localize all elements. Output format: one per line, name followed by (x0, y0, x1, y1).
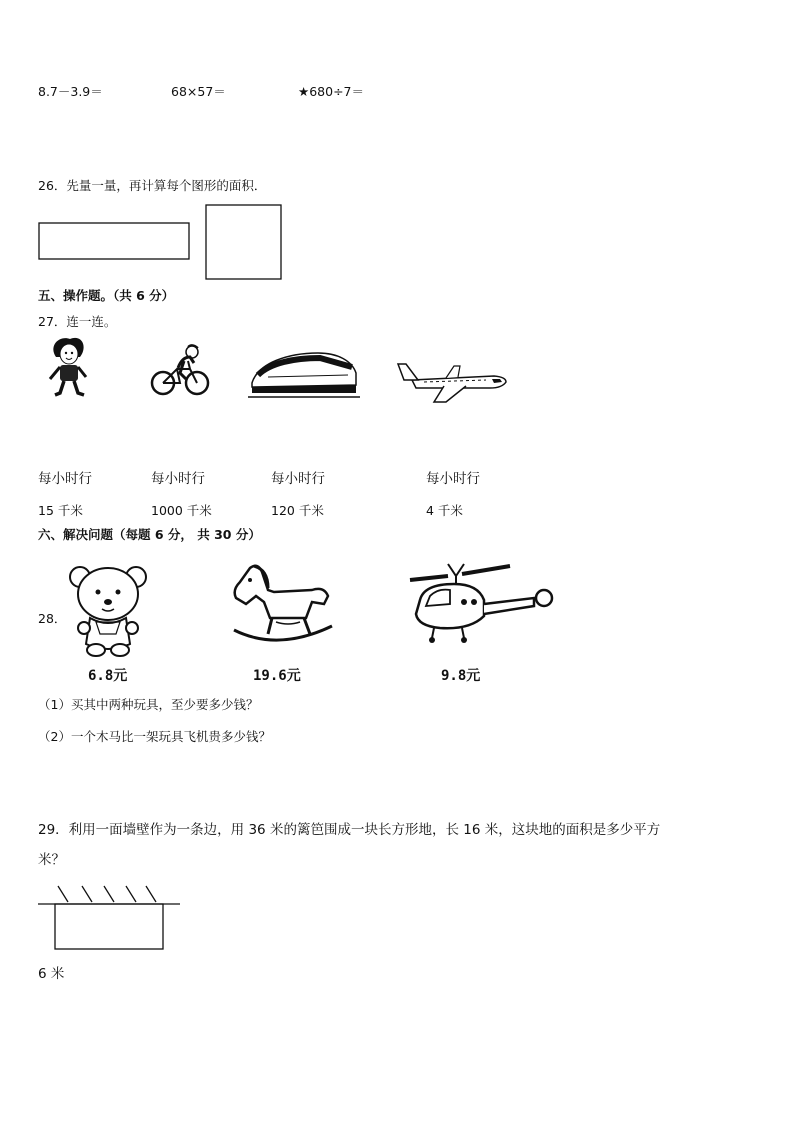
wall-hatching (58, 886, 156, 902)
rocking-horse-image (228, 560, 338, 650)
square-shape (206, 205, 281, 279)
airplane-image (394, 358, 514, 408)
q29-text-line1: 29．利用一面墙壁作为一条边，用 36 米的篱笆围成一块长方形地，长 16 米，这块地的面积是多少平方 (38, 822, 661, 838)
q28-sub-question-1: （1）买其中两种玩具，至少要多少钱？ (38, 697, 259, 712)
q26-shapes (0, 200, 794, 290)
speed-label-4: 每小时行 (426, 471, 480, 487)
high-speed-train-image (248, 347, 363, 402)
price-rocking-horse: 19.6元 (253, 668, 301, 684)
section5-title: 五、操作题。（共 6 分） (38, 288, 175, 303)
q28-number: 28． (38, 611, 67, 626)
equation-1: 8.7－3.9＝ (38, 84, 103, 99)
section6-title: 六、解决问题（每题 6 分， 共 30 分） (38, 527, 261, 542)
rectangle-shape (39, 223, 189, 259)
equation-2: 68×57＝ (171, 84, 226, 99)
q29-wall-diagram (30, 880, 190, 960)
q29-width-label: 6 米 (38, 966, 65, 982)
q28-sub-question-2: （2）一个木马比一架玩具飞机贵多少钱？ (38, 729, 271, 744)
equation-3: ★680÷7＝ (298, 84, 364, 99)
toy-helicopter-image (410, 560, 560, 645)
q29-text-line2: 米？ (38, 852, 65, 868)
speed-label-1: 每小时行 (38, 471, 92, 487)
teddy-bear-image (68, 562, 153, 662)
speed-label-3: 每小时行 (271, 471, 325, 487)
fenced-rectangle (55, 904, 163, 949)
speed-value-2: 1000 千米 (151, 503, 212, 518)
q27-text: 27．连一连。 (38, 314, 117, 329)
speed-value-1: 15 千米 (38, 503, 83, 518)
speed-value-3: 120 千米 (271, 503, 324, 518)
price-helicopter: 9.8元 (441, 668, 481, 684)
cyclist-image (150, 343, 220, 403)
price-bear: 6.8元 (88, 668, 128, 684)
speed-value-4: 4 千米 (426, 503, 463, 518)
speed-label-2: 每小时行 (151, 471, 205, 487)
q26-text: 26．先量一量，再计算每个图形的面积． (38, 178, 267, 193)
walking-child-image (42, 335, 102, 405)
